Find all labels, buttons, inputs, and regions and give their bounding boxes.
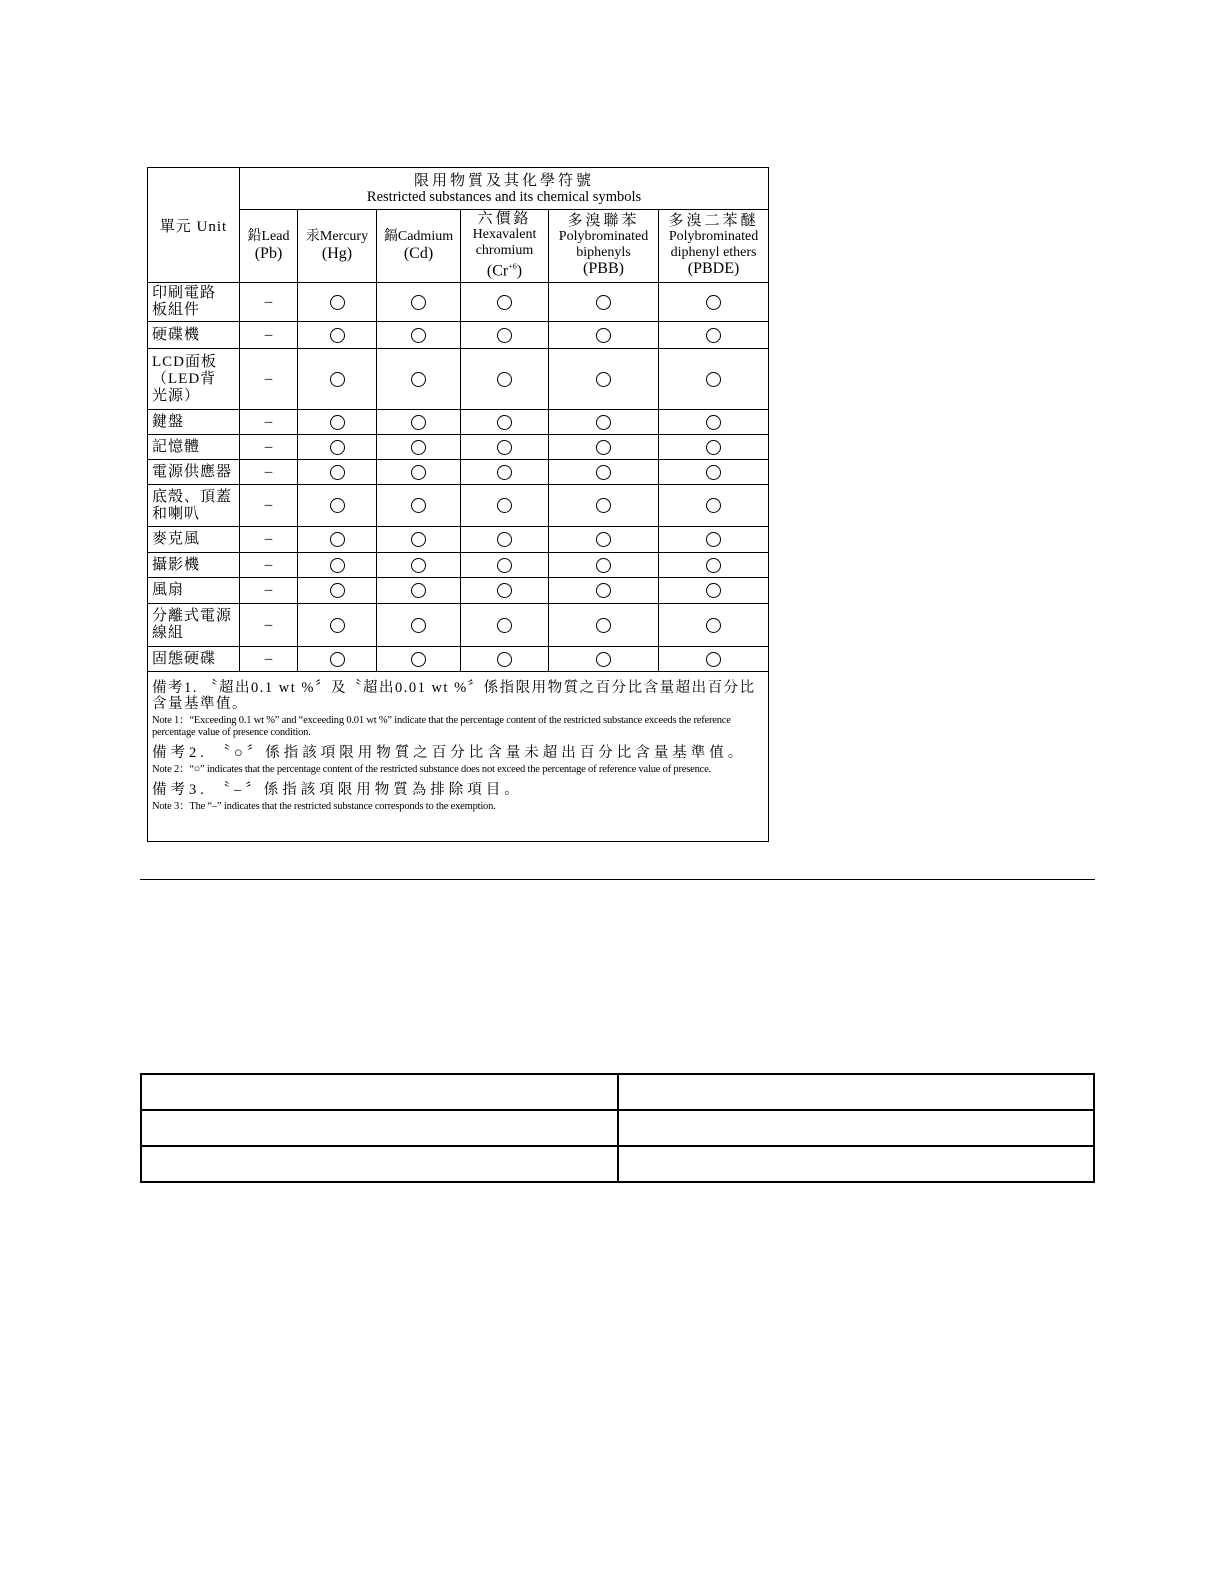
compliance-cell bbox=[461, 647, 549, 672]
table-title-en: Restricted substances and its chemical symbols bbox=[366, 188, 642, 205]
substance-header-cadmium: 鎘Cadmium (Cd) bbox=[377, 210, 461, 283]
substance-header-pbde: 多溴二苯醚 Polybrominated diphenyl ethers (PBDE) bbox=[659, 210, 769, 283]
empty-table-row bbox=[141, 1110, 1094, 1146]
circle-icon bbox=[706, 652, 721, 667]
empty-cell bbox=[618, 1110, 1095, 1146]
compliance-cell bbox=[461, 283, 549, 322]
table-title bbox=[240, 168, 769, 210]
circle-icon bbox=[596, 295, 611, 310]
unit-name-cell bbox=[148, 578, 240, 604]
circle-icon bbox=[596, 652, 611, 667]
table-body bbox=[148, 283, 769, 672]
circle-icon bbox=[330, 618, 345, 633]
circle-icon bbox=[497, 372, 512, 387]
circle-icon bbox=[330, 583, 345, 598]
compliance-cell bbox=[461, 604, 549, 647]
circle-icon bbox=[330, 328, 345, 343]
exemption-mark: – bbox=[240, 410, 298, 435]
empty-table-row bbox=[141, 1074, 1094, 1110]
compliance-cell bbox=[461, 460, 549, 485]
circle-icon bbox=[330, 532, 345, 547]
unit-name-cell bbox=[148, 485, 240, 527]
circle-icon bbox=[411, 415, 426, 430]
table-row bbox=[148, 460, 769, 485]
circle-icon bbox=[330, 652, 345, 667]
unit-name-cell bbox=[148, 604, 240, 647]
compliance-cell bbox=[659, 435, 769, 460]
compliance-cell bbox=[461, 485, 549, 527]
compliance-cell bbox=[298, 283, 377, 322]
empty-table bbox=[140, 1073, 1095, 1183]
compliance-cell bbox=[298, 647, 377, 672]
unit-name-cell bbox=[148, 435, 240, 460]
compliance-cell bbox=[298, 460, 377, 485]
unit-name-line: 鍵盤 bbox=[152, 413, 185, 430]
notes-row bbox=[148, 672, 769, 842]
unit-column-header: 單元 Unit bbox=[148, 168, 240, 283]
compliance-cell bbox=[659, 553, 769, 578]
unit-name-line: 光源） bbox=[152, 387, 201, 404]
circle-icon bbox=[497, 532, 512, 547]
compliance-cell bbox=[549, 647, 659, 672]
table-row bbox=[148, 604, 769, 647]
unit-name-cell bbox=[148, 460, 240, 485]
compliance-cell bbox=[298, 604, 377, 647]
circle-icon bbox=[411, 558, 426, 573]
compliance-cell bbox=[549, 553, 659, 578]
circle-icon bbox=[706, 440, 721, 455]
unit-name-line: 印刷電路 bbox=[152, 285, 217, 301]
compliance-cell bbox=[298, 322, 377, 349]
compliance-cell bbox=[549, 578, 659, 604]
compliance-cell bbox=[659, 604, 769, 647]
circle-icon bbox=[706, 618, 721, 633]
exemption-mark: – bbox=[240, 578, 298, 604]
circle-icon bbox=[706, 558, 721, 573]
circle-icon bbox=[330, 465, 345, 480]
circle-icon bbox=[596, 440, 611, 455]
exemption-mark: – bbox=[240, 485, 298, 527]
compliance-cell bbox=[549, 485, 659, 527]
circle-icon bbox=[706, 328, 721, 343]
circle-icon bbox=[330, 415, 345, 430]
notes-cell bbox=[148, 672, 769, 842]
compliance-cell bbox=[461, 410, 549, 435]
note-1-en: Note 1：“Exceeding 0.1 wt %” and “exceeding 0.01 wt %” indicate that the percentage content of the restricted substance exceeds the reference percentage value of presence condition. bbox=[152, 715, 731, 738]
unit-name-line: 記憶體 bbox=[152, 438, 201, 455]
circle-icon bbox=[330, 295, 345, 310]
circle-icon bbox=[411, 372, 426, 387]
compliance-cell bbox=[377, 647, 461, 672]
unit-name-line: 分離式電源 bbox=[152, 608, 233, 624]
table-row bbox=[148, 283, 769, 322]
circle-icon bbox=[596, 465, 611, 480]
table-title-zh: 限用物質及其化學符號 bbox=[414, 172, 595, 189]
table-row bbox=[148, 410, 769, 435]
unit-name-line: 電源供應器 bbox=[152, 463, 233, 480]
exemption-mark: – bbox=[240, 553, 298, 578]
circle-icon bbox=[706, 532, 721, 547]
compliance-cell bbox=[377, 604, 461, 647]
note-3-en: Note 3：The “–” indicates that the restricted substance corresponds to the exemption. bbox=[152, 801, 496, 812]
unit-name-line: 風扇 bbox=[152, 582, 185, 598]
unit-name-line: 硬碟機 bbox=[152, 326, 201, 343]
exemption-mark: – bbox=[240, 460, 298, 485]
circle-icon bbox=[497, 498, 512, 513]
circle-icon bbox=[497, 465, 512, 480]
unit-name-cell bbox=[148, 647, 240, 672]
circle-icon bbox=[706, 415, 721, 430]
unit-name-line: 底殼、頂蓋 bbox=[152, 488, 233, 505]
compliance-cell bbox=[377, 485, 461, 527]
compliance-cell bbox=[549, 527, 659, 553]
compliance-cell bbox=[549, 283, 659, 322]
compliance-cell bbox=[659, 410, 769, 435]
compliance-cell bbox=[461, 527, 549, 553]
compliance-cell bbox=[659, 647, 769, 672]
table-row bbox=[148, 322, 769, 349]
unit-name-line: （LED背 bbox=[152, 370, 217, 387]
compliance-cell bbox=[659, 322, 769, 349]
compliance-cell bbox=[461, 553, 549, 578]
circle-icon bbox=[411, 465, 426, 480]
circle-icon bbox=[497, 583, 512, 598]
empty-cell bbox=[141, 1146, 618, 1182]
circle-icon bbox=[330, 558, 345, 573]
compliance-cell bbox=[298, 578, 377, 604]
compliance-cell bbox=[377, 553, 461, 578]
circle-icon bbox=[497, 652, 512, 667]
note-1-zh: 備考1. 〝超出0.1 wt %〞及〝超出0.01 wt %〞係指限用物質之百分比含量超出百分比含量基準值。 bbox=[152, 680, 756, 712]
exemption-mark: – bbox=[240, 283, 298, 322]
circle-icon bbox=[497, 618, 512, 633]
unit-name-line: 固態硬碟 bbox=[152, 650, 217, 667]
exemption-mark: – bbox=[240, 322, 298, 349]
substance-header-mercury: 汞Mercury (Hg) bbox=[298, 210, 377, 283]
exemption-mark: – bbox=[240, 527, 298, 553]
circle-icon bbox=[330, 372, 345, 387]
compliance-cell bbox=[549, 410, 659, 435]
circle-icon bbox=[330, 440, 345, 455]
compliance-cell bbox=[461, 578, 549, 604]
compliance-cell bbox=[659, 460, 769, 485]
circle-icon bbox=[411, 652, 426, 667]
compliance-cell bbox=[659, 578, 769, 604]
unit-name-line: 和喇叭 bbox=[152, 505, 201, 522]
circle-icon bbox=[596, 498, 611, 513]
empty-cell bbox=[141, 1110, 618, 1146]
circle-icon bbox=[411, 328, 426, 343]
circle-icon bbox=[411, 440, 426, 455]
note-2-en: Note 2：“○” indicates that the percentage content of the restricted substance does not exceed the percentage of reference value of presence. bbox=[152, 764, 711, 775]
substance-header-hexavalent-chromium: 六價鉻 Hexavalent chromium $(Cr^{+6})$ bbox=[461, 210, 549, 283]
compliance-cell bbox=[298, 527, 377, 553]
circle-icon bbox=[411, 295, 426, 310]
restricted-substances-table bbox=[147, 167, 769, 842]
circle-icon bbox=[596, 558, 611, 573]
table-row bbox=[148, 349, 769, 410]
horizontal-divider bbox=[140, 879, 1095, 880]
table-row bbox=[148, 527, 769, 553]
circle-icon bbox=[411, 498, 426, 513]
note-2-zh: 備考2. 〝○〞係指該項限用物質之百分比含量未超出百分比含量基準值。 bbox=[152, 745, 747, 761]
unit-name-line: 攝影機 bbox=[152, 556, 201, 573]
compliance-cell bbox=[549, 435, 659, 460]
unit-name-cell bbox=[148, 527, 240, 553]
unit-name-cell bbox=[148, 322, 240, 349]
compliance-cell bbox=[377, 578, 461, 604]
circle-icon bbox=[706, 465, 721, 480]
compliance-cell bbox=[377, 460, 461, 485]
circle-icon bbox=[706, 295, 721, 310]
table-row bbox=[148, 435, 769, 460]
compliance-cell bbox=[659, 527, 769, 553]
compliance-cell bbox=[659, 349, 769, 410]
compliance-cell bbox=[549, 604, 659, 647]
circle-icon bbox=[596, 618, 611, 633]
unit-name-cell bbox=[148, 553, 240, 578]
exemption-mark: – bbox=[240, 604, 298, 647]
compliance-cell bbox=[298, 553, 377, 578]
unit-name-line: LCD面板 bbox=[152, 353, 218, 370]
circle-icon bbox=[596, 532, 611, 547]
unit-name-line: 線組 bbox=[152, 625, 185, 641]
table-row bbox=[148, 553, 769, 578]
table-row bbox=[148, 485, 769, 527]
circle-icon bbox=[497, 558, 512, 573]
table-row bbox=[148, 647, 769, 672]
unit-name-line: 板組件 bbox=[152, 302, 201, 318]
unit-name-line: 麥克風 bbox=[152, 531, 201, 547]
compliance-cell bbox=[298, 349, 377, 410]
compliance-cell bbox=[461, 435, 549, 460]
compliance-cell bbox=[377, 322, 461, 349]
compliance-cell bbox=[549, 349, 659, 410]
circle-icon bbox=[411, 618, 426, 633]
compliance-cell bbox=[461, 349, 549, 410]
empty-table-row bbox=[141, 1146, 1094, 1182]
compliance-cell bbox=[377, 349, 461, 410]
compliance-cell bbox=[461, 322, 549, 349]
empty-cell bbox=[141, 1074, 618, 1110]
compliance-cell bbox=[659, 283, 769, 322]
circle-icon bbox=[596, 372, 611, 387]
note-3-zh: 備考3. 〝–〞係指該項限用物質為排除項目。 bbox=[152, 782, 523, 798]
circle-icon bbox=[706, 372, 721, 387]
circle-icon bbox=[411, 583, 426, 598]
circle-icon bbox=[497, 440, 512, 455]
circle-icon bbox=[497, 295, 512, 310]
circle-icon bbox=[411, 532, 426, 547]
unit-name-cell bbox=[148, 283, 240, 322]
compliance-cell bbox=[549, 322, 659, 349]
circle-icon bbox=[706, 583, 721, 598]
compliance-cell bbox=[377, 283, 461, 322]
compliance-cell bbox=[298, 435, 377, 460]
circle-icon bbox=[330, 498, 345, 513]
substance-header-pbb: 多溴聯苯 Polybrominated biphenyls (PBB) bbox=[549, 210, 659, 283]
circle-icon bbox=[497, 328, 512, 343]
compliance-cell bbox=[298, 410, 377, 435]
circle-icon bbox=[596, 328, 611, 343]
compliance-cell bbox=[549, 460, 659, 485]
exemption-mark: – bbox=[240, 647, 298, 672]
unit-name-cell bbox=[148, 410, 240, 435]
circle-icon bbox=[596, 583, 611, 598]
table-title-row bbox=[148, 168, 769, 210]
substance-header-lead: 鉛Lead (Pb) bbox=[240, 210, 298, 283]
compliance-cell bbox=[298, 485, 377, 527]
table-row bbox=[148, 578, 769, 604]
substance-header-row bbox=[148, 210, 769, 283]
circle-icon bbox=[596, 415, 611, 430]
compliance-cell bbox=[377, 435, 461, 460]
compliance-cell bbox=[377, 410, 461, 435]
compliance-cell bbox=[377, 527, 461, 553]
exemption-mark: – bbox=[240, 435, 298, 460]
circle-icon bbox=[497, 415, 512, 430]
circle-icon bbox=[706, 498, 721, 513]
empty-cell bbox=[618, 1146, 1095, 1182]
compliance-cell bbox=[659, 485, 769, 527]
exemption-mark: – bbox=[240, 349, 298, 410]
empty-cell bbox=[618, 1074, 1095, 1110]
unit-name-cell bbox=[148, 349, 240, 410]
